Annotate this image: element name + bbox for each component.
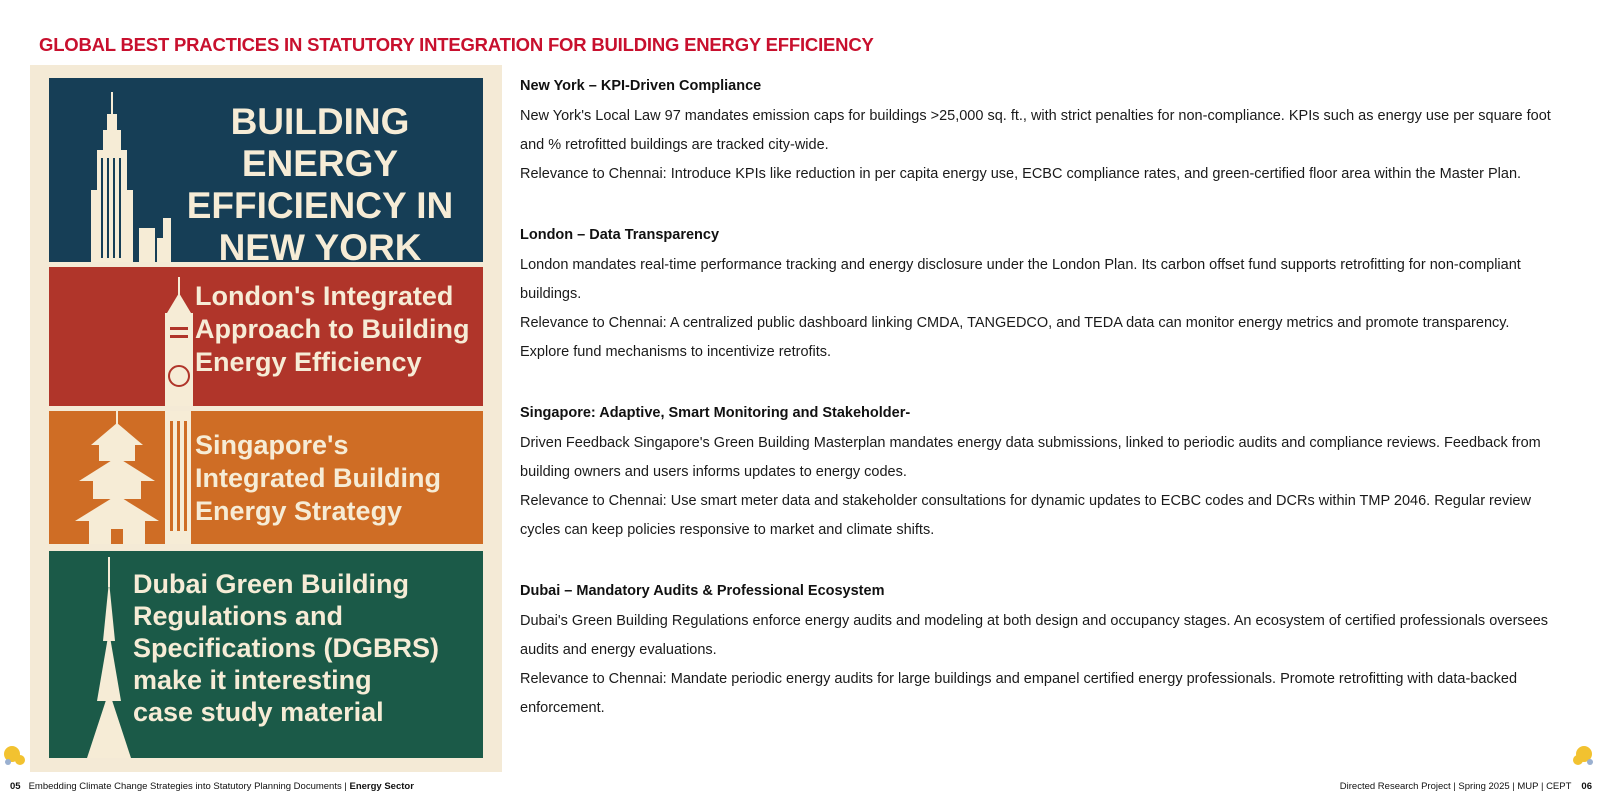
section-paragraph: London mandates real-time performance tracking and energy disclosure under the London Plan. Its carbon offset fund supports retrofitting for non-compliant buildings. [520,257,1521,302]
footer-document-title: Embedding Climate Change Strategies into Statutory Planning Documents | [28,781,350,792]
page-title: GLOBAL BEST PRACTICES IN STATUTORY INTEGRATION FOR BUILDING ENERGY EFFICIENCY [39,34,874,55]
dubai-poster-heading: Dubai Green Building Regulations and Specifications (DGBRS) make it interesting case study material [133,569,440,727]
footer-project-info: Directed Research Project | Spring 2025 | MUP | CEPT [1339,781,1572,792]
singapore-poster-heading: Singapore's Integrated Building Energy Strategy [195,430,441,526]
section-heading: Singapore: Adaptive, Smart Monitoring and Stakeholder- [520,405,911,421]
london-poster-heading: London's Integrated Approach to Building Energy Efficiency [195,281,470,377]
footer-sector: Energy Sector [349,781,414,792]
singapore-section [520,403,1560,545]
section-heading: London – Data Transparency [520,227,720,243]
section-paragraph: Dubai's Green Building Regulations enforce energy audits and modeling at both design and occupancy stages. An ecosystem of certified professionals oversees audits and energy evaluations. [520,613,1549,658]
new-york-poster-heading: BUILDING ENERGY EFFICIENCY IN NEW YORK [186,101,454,262]
section-paragraph: New York's Local Law 97 mandates emission caps for buildings >25,000 sq. ft., with strict penalties for non-compliance. KPIs such as energy use per square foot and % retrofitted buildings are tracked city-wide. [520,108,1551,153]
left-page-number: 05 [10,781,21,792]
cept-logo-icon [1568,740,1598,770]
relevance-paragraph: Relevance to Chennai: Introduce KPIs like reduction in per capita energy use, ECBC compliance rates, and green-certified floor area within the Master Plan. [520,166,1522,182]
relevance-paragraph: Relevance to Chennai: A centralized public dashboard linking CMDA, TANGEDCO, and TEDA data can monitor energy metrics and promote transparency. Explore fund mechanisms to incentivize retrofits. [520,315,1510,360]
singapore-panel [49,411,483,544]
section-heading: Dubai – Mandatory Audits & Professional Ecosystem [520,583,885,599]
dubai-section [520,581,1560,723]
london-panel [49,267,483,406]
right-page-number: 06 [1581,781,1592,792]
london-section [520,225,1560,367]
relevance-paragraph: Relevance to Chennai: Use smart meter data and stakeholder consultations for dynamic updates to ECBC codes and DCRs within TMP 2046. Regular review cycles can keep policies responsive to market and climate shifts. [520,493,1531,538]
footer-right [1340,781,1592,792]
section-heading: New York – KPI-Driven Compliance [520,78,762,94]
new-york-panel [49,78,483,262]
cept-logo-icon [0,740,30,770]
case-study-content [520,76,1560,759]
section-paragraph: Driven Feedback Singapore's Green Building Masterplan mandates energy data submissions, linked to periodic audits and compliance reviews. Feedback from building owners and users informs updates to energy codes. [520,435,1541,480]
dubai-panel [49,551,483,758]
footer-left [10,781,414,792]
cover-poster-image [30,65,502,772]
new-york-section [520,76,1560,189]
relevance-paragraph: Relevance to Chennai: Mandate periodic energy audits for large buildings and empanel certified energy professionals. Promote retrofitting with data-backed enforcement. [520,671,1518,716]
